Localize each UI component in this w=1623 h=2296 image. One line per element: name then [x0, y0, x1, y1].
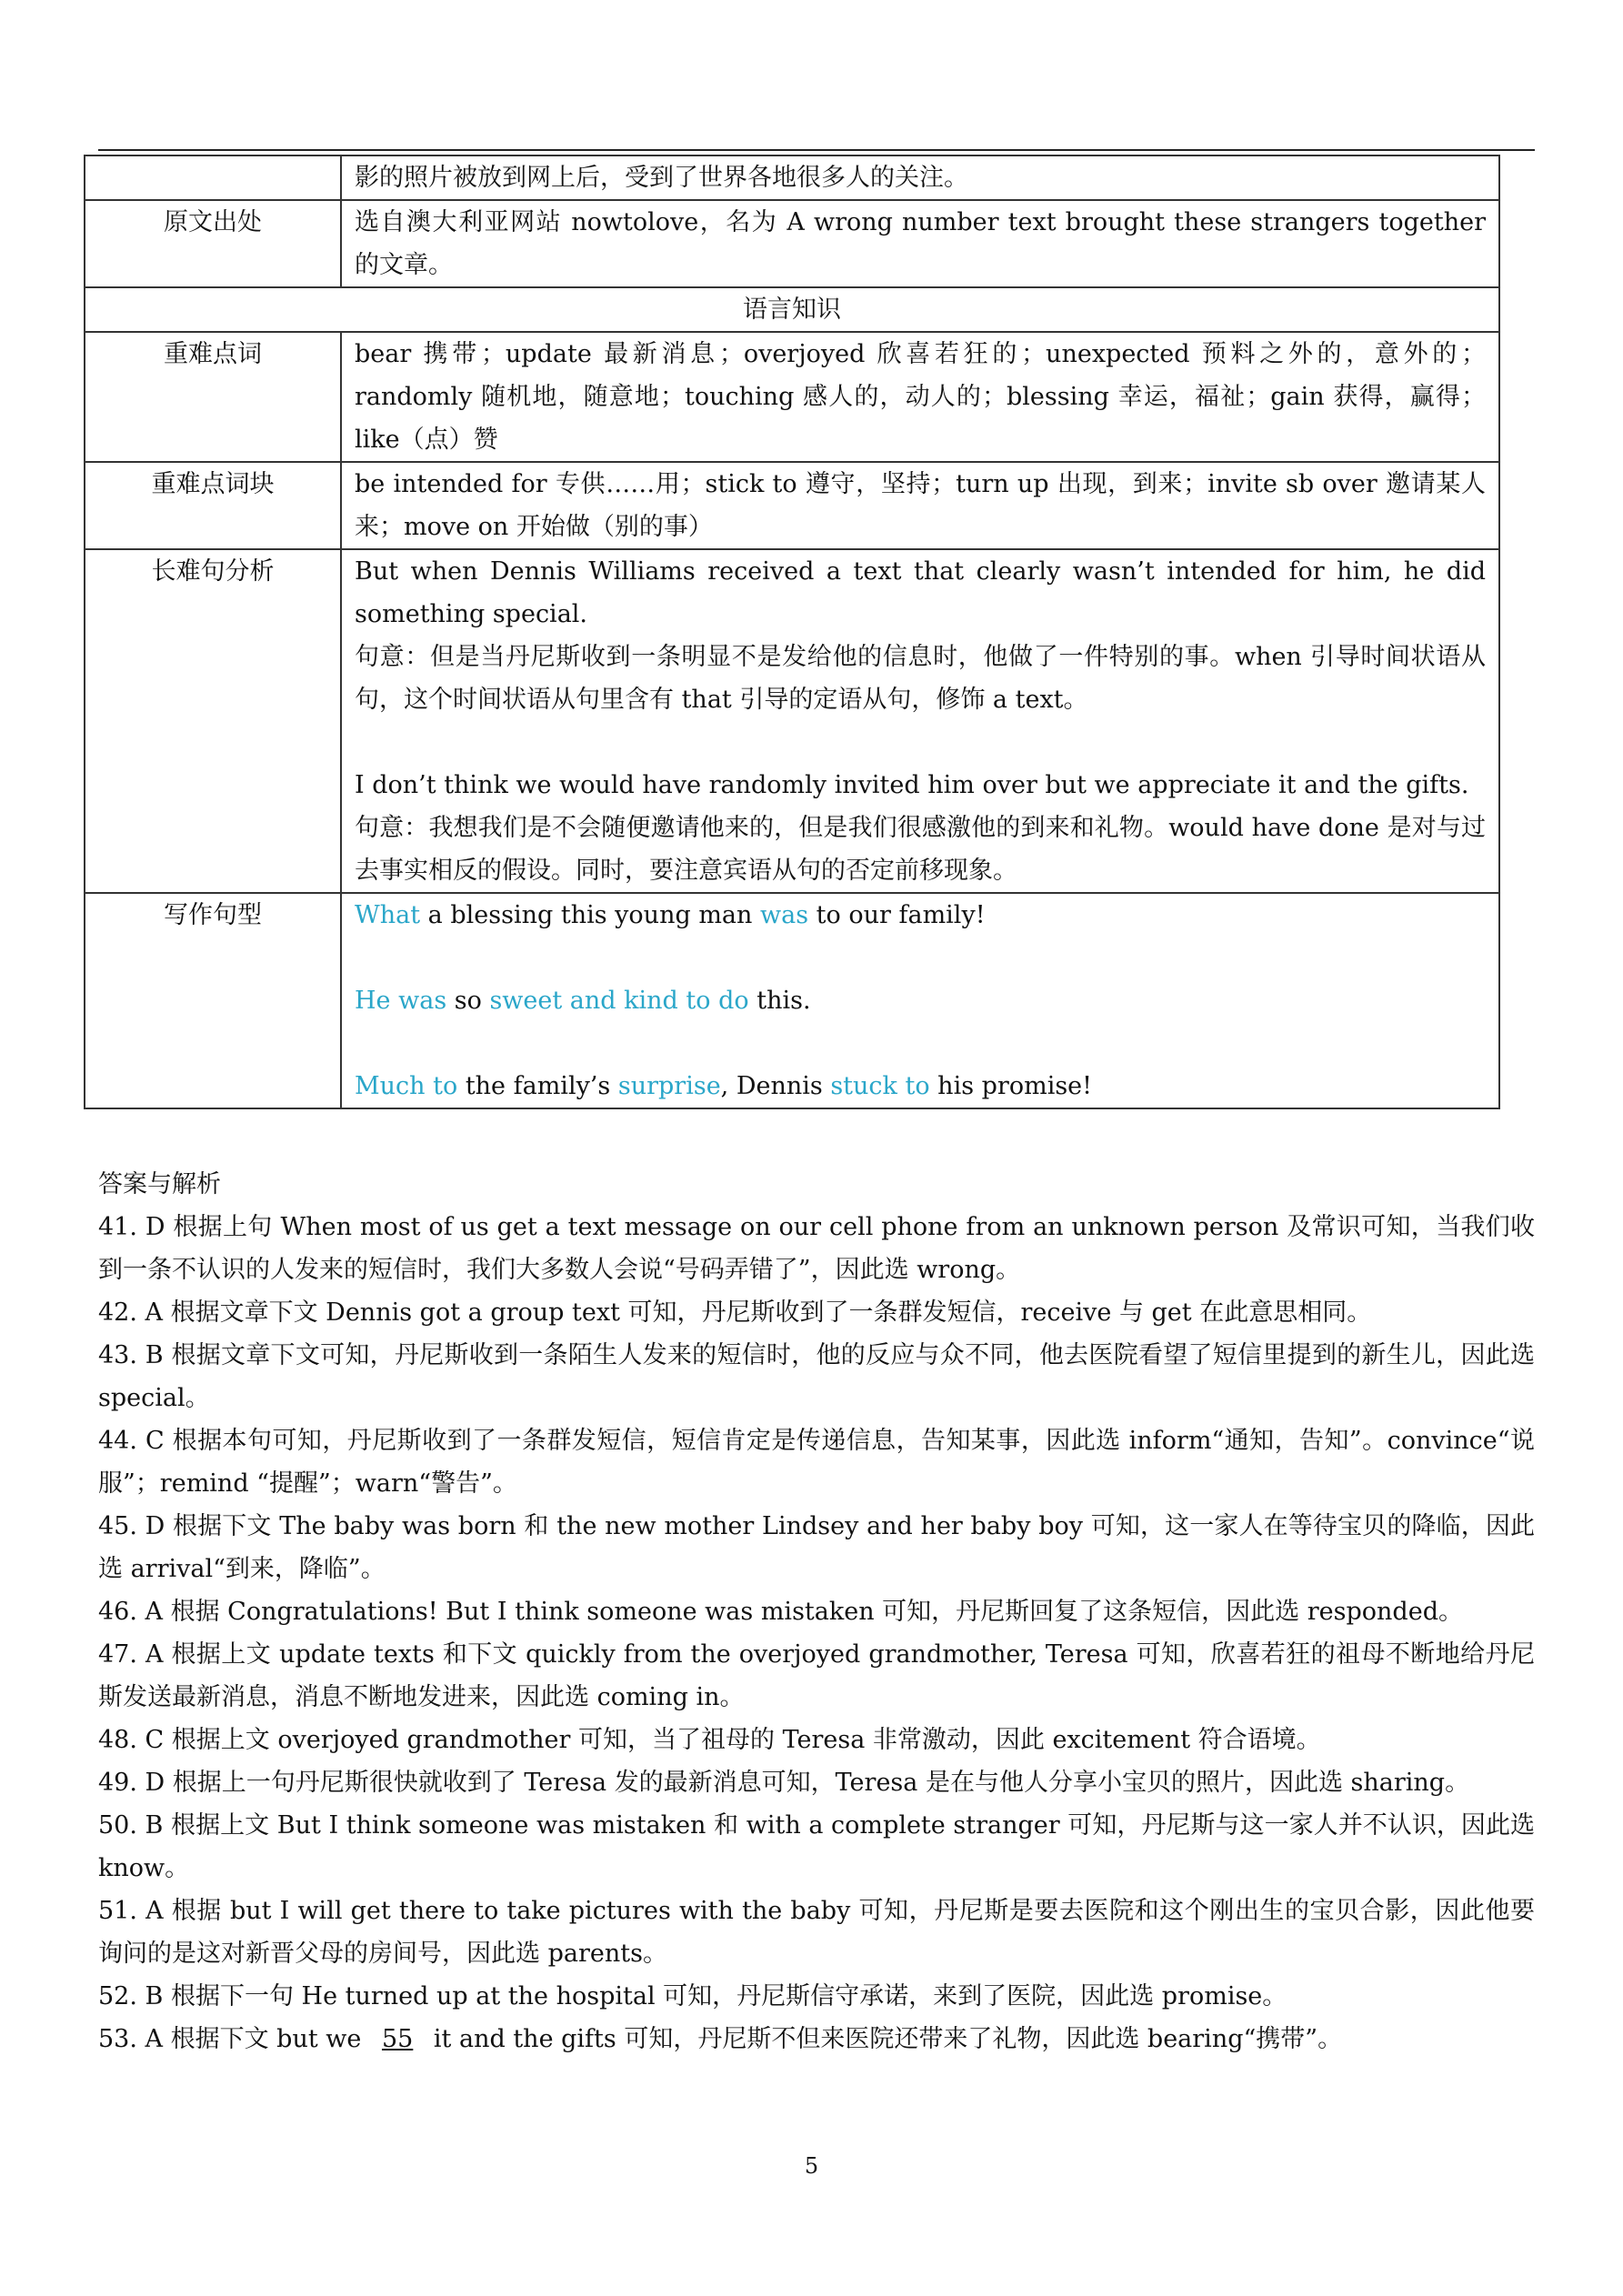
answer-item: 46. A 根据 Congratulations! But I think someone was mistaken 可知，丹尼斯回复了这条短信，因此选 responded。: [98, 1598, 1463, 1626]
sentence-1-meaning: 句意：但是当丹尼斯收到一条明显不是发给他的信息时，他做了一件特别的事。when 引导时间状语从句，这个时间状语从句里含有 that 引导的定语从句，修饰 a text。: [355, 643, 1486, 714]
answer-item: 47. A 根据上文 update texts 和下文 quickly from the overjoyed grandmother, Teresa 可知，欣喜若狂的祖母不断地给丹尼斯发送最新消息，消息不断地发进来，因此选 coming in。: [98, 1640, 1535, 1711]
table-row: [85, 549, 1499, 893]
answer-item: 52. B 根据下一句 He turned up at the hospital 可知，丹尼斯信守承诺，来到了医院，因此选 promise。: [98, 1982, 1287, 2010]
writing-label: 写作句型: [85, 893, 341, 1108]
sentence-label: 长难句分析: [85, 549, 341, 893]
phrase-text: be intended for 专供……用；stick to 遵守，坚持；turn up 出现，到来；invite sb over 邀请某人来；move on 开始做（别的事）: [355, 470, 1486, 541]
table-row: [85, 462, 1499, 549]
language-knowledge-table: [84, 155, 1500, 1109]
table-cell: [341, 332, 1499, 462]
vocab-label: 重难点词: [85, 332, 341, 462]
table-cell: [341, 893, 1499, 1108]
answers-heading: 答案与解析: [98, 1170, 221, 1198]
source-text: 选自澳大利亚网站 nowtolove，名为 A wrong number text brought these strangers together 的文章。: [355, 208, 1486, 279]
writing-sentence-1: What a blessing this young man was to our family!: [355, 901, 986, 929]
writing-sentence-2: He was so sweet and kind to do this.: [355, 987, 811, 1015]
table-row: [85, 332, 1499, 462]
page-number: 5: [804, 2153, 819, 2179]
answer-item: 48. C 根据上文 overjoyed grandmother 可知，当了祖母的 Teresa 非常激动，因此 excitement 符合语境。: [98, 1726, 1321, 1754]
answer-item: 44. C 根据本句可知，丹尼斯收到了一条群发短信，短信肯定是传递信息，告知某事，因此选 inform“通知，告知”。convince“说服”；remind “提醒”；warn“警告”。: [98, 1427, 1535, 1498]
answer-section: [98, 1163, 1535, 2060]
row0-text: 影的照片被放到网上后，受到了世界各地很多人的关注。: [355, 164, 968, 192]
table-cell: [341, 200, 1499, 287]
answer-item: 41. D 根据上句 When most of us get a text message on our cell phone from an unknown person 及常识可知，当我们收到一条不认识的人发来的短信时，我们大多数人会说“号码弄错了”，因此选 wrong。: [98, 1213, 1535, 1284]
table-row: [85, 287, 1499, 332]
source-label: 原文出处: [85, 200, 341, 287]
answer-item: 42. A 根据文章下文 Dennis got a group text 可知，丹尼斯收到了一条群发短信，receive 与 get 在此意思相同。: [98, 1298, 1372, 1327]
answer-item-53: 53. A 根据下文 but we 55 it and the gifts 可知，丹尼斯不但来医院还带来了礼物，因此选 bearing“携带”。: [98, 2025, 1343, 2053]
answer-item: 43. B 根据文章下文可知，丹尼斯收到一条陌生人发来的短信时，他的反应与众不同，他去医院看望了短信里提到的新生儿，因此选 special。: [98, 1341, 1535, 1412]
table-row: [85, 200, 1499, 287]
section-heading: 语言知识: [85, 287, 1499, 332]
phrase-label: 重难点词块: [85, 462, 341, 549]
sentence-1: But when Dennis Williams received a text that clearly wasn’t intended for him, he did something special.: [355, 557, 1486, 628]
answer-item: 51. A 根据 but I will get there to take pictures with the baby 可知，丹尼斯是要去医院和这个刚出生的宝贝合影，因此他要询问的是这对新晋父母的房间号，因此选 parents。: [98, 1897, 1535, 1968]
answer-item: 45. D 根据下文 The baby was born 和 the new mother Lindsey and her baby boy 可知，这一家人在等待宝贝的降临，因此选 arrival“到来，降临”。: [98, 1512, 1535, 1583]
header-rule: [98, 149, 1535, 151]
writing-sentence-3: Much to the family’s surprise, Dennis stuck to his promise!: [355, 1072, 1093, 1100]
vocab-text: bear 携带；update 最新消息；overjoyed 欣喜若狂的；unexpected 预料之外的，意外的；randomly 随机地，随意地；touching 感人的，动人的；blessing 幸运，福祉；gain 获得，赢得；like（点）赞: [355, 340, 1486, 454]
sentence-2: I don’t think we would have randomly invited him over but we appreciate it and the gifts.: [355, 771, 1469, 799]
table-cell: [341, 549, 1499, 893]
sentence-2-meaning: 句意：我想我们是不会随便邀请他来的，但是我们很感激他的到来和礼物。would have done 是对与过去事实相反的假设。同时，要注意宾语从句的否定前移现象。: [355, 814, 1486, 885]
table-row: [85, 155, 1499, 200]
table-row: [85, 893, 1499, 1108]
table-cell: [341, 462, 1499, 549]
answer-item: 49. D 根据上一句丹尼斯很快就收到了 Teresa 发的最新消息可知，Teresa 是在与他人分享小宝贝的照片，因此选 sharing。: [98, 1769, 1470, 1797]
answer-item: 50. B 根据上文 But I think someone was mistaken 和 with a complete stranger 可知，丹尼斯与这一家人并不认识，因此选 know。: [98, 1811, 1535, 1882]
table-cell: [341, 155, 1499, 200]
fill-blank: 55: [381, 2025, 414, 2053]
